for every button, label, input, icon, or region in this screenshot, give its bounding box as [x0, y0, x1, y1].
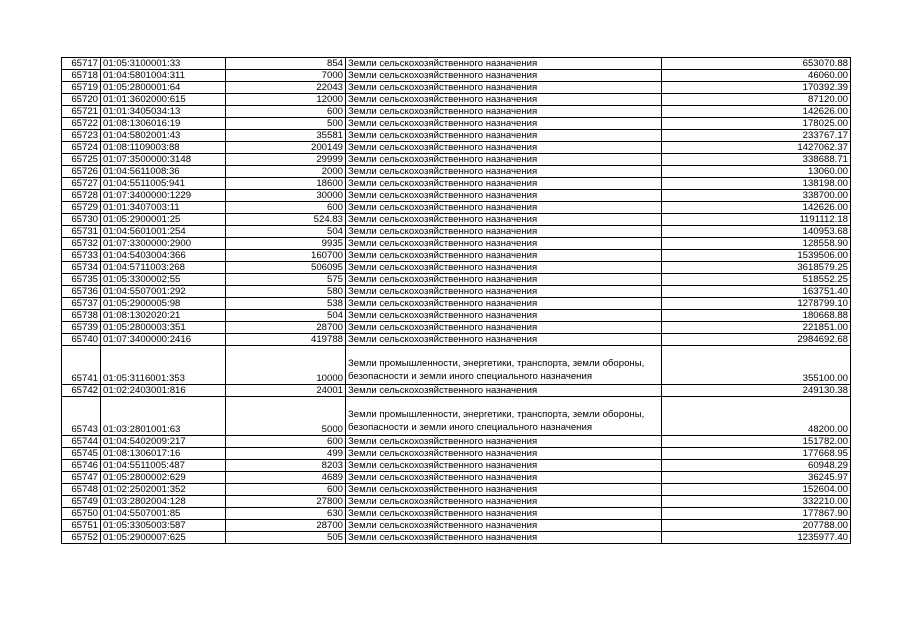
- table-row: [62, 472, 851, 484]
- cadastral-value-cell: 518552.25: [662, 274, 851, 286]
- cadastral-value-cell: 60948.29: [662, 460, 851, 472]
- row-number-cell: 65744: [62, 436, 101, 448]
- cadastral-value-cell: 355100.00: [662, 346, 851, 385]
- cadastral-number-cell: 01:05:2900001:25: [101, 214, 226, 226]
- cadastral-value-cell: 87120.00: [662, 94, 851, 106]
- area-cell: 854: [226, 58, 346, 70]
- table-row: [62, 238, 851, 250]
- area-cell: 10000: [226, 346, 346, 385]
- cadastral-value-cell: 151782.00: [662, 436, 851, 448]
- land-category-cell: Земли сельскохозяйственного назначения: [346, 448, 662, 460]
- area-cell: 600: [226, 202, 346, 214]
- table-row: [62, 130, 851, 142]
- land-category-cell: Земли сельскохозяйственного назначения: [346, 334, 662, 346]
- land-category-cell: Земли сельскохозяйственного назначения: [346, 274, 662, 286]
- table-row: [62, 346, 851, 385]
- cadastral-number-cell: 01:03:2801001:63: [101, 397, 226, 436]
- cadastral-number-cell: 01:07:3400000:1229: [101, 190, 226, 202]
- row-number-cell: 65721: [62, 106, 101, 118]
- land-category-cell: Земли сельскохозяйственного назначения: [346, 460, 662, 472]
- area-cell: 8203: [226, 460, 346, 472]
- land-category-cell: Земли сельскохозяйственного назначения: [346, 322, 662, 334]
- cadastral-value-cell: 1278799.10: [662, 298, 851, 310]
- area-cell: 600: [226, 106, 346, 118]
- row-number-cell: 65731: [62, 226, 101, 238]
- table-row: [62, 496, 851, 508]
- area-cell: 580: [226, 286, 346, 298]
- area-cell: 28700: [226, 322, 346, 334]
- area-cell: 600: [226, 484, 346, 496]
- row-number-cell: 65729: [62, 202, 101, 214]
- table-row: [62, 154, 851, 166]
- land-category-cell: Земли сельскохозяйственного назначения: [346, 166, 662, 178]
- area-cell: 30000: [226, 190, 346, 202]
- row-number-cell: 65730: [62, 214, 101, 226]
- area-cell: 24001: [226, 385, 346, 397]
- cadastral-number-cell: 01:08:1306017:16: [101, 448, 226, 460]
- cadastral-number-cell: 01:05:3116001:353: [101, 346, 226, 385]
- area-cell: 504: [226, 310, 346, 322]
- area-cell: 506095: [226, 262, 346, 274]
- table-row: [62, 250, 851, 262]
- land-category-cell: Земли сельскохозяйственного назначения: [346, 262, 662, 274]
- cadastral-number-cell: 01:05:2900007:625: [101, 532, 226, 544]
- table-row: [62, 532, 851, 544]
- area-cell: 4689: [226, 472, 346, 484]
- area-cell: 27800: [226, 496, 346, 508]
- area-cell: 2000: [226, 166, 346, 178]
- table-row: [62, 106, 851, 118]
- cadastral-value-cell: 152604.00: [662, 484, 851, 496]
- cadastral-number-cell: 01:05:2800002:629: [101, 472, 226, 484]
- cadastral-value-cell: 233767.17: [662, 130, 851, 142]
- area-cell: 9935: [226, 238, 346, 250]
- table-row: [62, 298, 851, 310]
- table-row: [62, 520, 851, 532]
- land-category-cell: Земли сельскохозяйственного назначения: [346, 508, 662, 520]
- area-cell: 419788: [226, 334, 346, 346]
- cadastral-value-cell: 207788.00: [662, 520, 851, 532]
- cadastral-number-cell: 01:04:5802001:43: [101, 130, 226, 142]
- cadastral-value-cell: 48200.00: [662, 397, 851, 436]
- area-cell: 524.83: [226, 214, 346, 226]
- row-number-cell: 65723: [62, 130, 101, 142]
- row-number-cell: 65743: [62, 397, 101, 436]
- table-row: [62, 166, 851, 178]
- table-row: [62, 118, 851, 130]
- land-category-cell: Земли сельскохозяйственного назначения: [346, 472, 662, 484]
- cadastral-number-cell: 01:08:1302020:21: [101, 310, 226, 322]
- cadastral-value-cell: 170392.39: [662, 82, 851, 94]
- land-category-cell: Земли сельскохозяйственного назначения: [346, 214, 662, 226]
- area-cell: 600: [226, 436, 346, 448]
- land-category-cell: Земли сельскохозяйственного назначения: [346, 70, 662, 82]
- row-number-cell: 65738: [62, 310, 101, 322]
- land-category-cell: Земли сельскохозяйственного назначения: [346, 298, 662, 310]
- row-number-cell: 65751: [62, 520, 101, 532]
- row-number-cell: 65734: [62, 262, 101, 274]
- cadastral-value-cell: 332210.00: [662, 496, 851, 508]
- row-number-cell: 65749: [62, 496, 101, 508]
- land-category-cell: Земли сельскохозяйственного назначения: [346, 496, 662, 508]
- area-cell: 200149: [226, 142, 346, 154]
- cadastral-value-cell: 2984692.68: [662, 334, 851, 346]
- cadastral-value-cell: 128558.90: [662, 238, 851, 250]
- row-number-cell: 65719: [62, 82, 101, 94]
- row-number-cell: 65752: [62, 532, 101, 544]
- area-cell: 7000: [226, 70, 346, 82]
- cadastral-value-cell: 338688.71: [662, 154, 851, 166]
- cadastral-number-cell: 01:04:5711003:268: [101, 262, 226, 274]
- cadastral-value-cell: 36245.97: [662, 472, 851, 484]
- area-cell: 499: [226, 448, 346, 460]
- cadastral-number-cell: 01:01:3407003:11: [101, 202, 226, 214]
- cadastral-number-cell: 01:05:2800001:64: [101, 82, 226, 94]
- land-category-cell: Земли сельскохозяйственного назначения: [346, 310, 662, 322]
- cadastral-value-cell: 142626.00: [662, 202, 851, 214]
- land-category-cell: Земли сельскохозяйственного назначения: [346, 94, 662, 106]
- land-category-cell: Земли сельскохозяйственного назначения: [346, 82, 662, 94]
- cadastral-value-cell: 13060.00: [662, 166, 851, 178]
- row-number-cell: 65728: [62, 190, 101, 202]
- table-row: [62, 226, 851, 238]
- area-cell: 22043: [226, 82, 346, 94]
- land-category-cell: Земли сельскохозяйственного назначения: [346, 142, 662, 154]
- cadastral-number-cell: 01:05:2900005:98: [101, 298, 226, 310]
- cadastral-number-cell: 01:05:3300002:55: [101, 274, 226, 286]
- table-row: [62, 286, 851, 298]
- land-category-cell: Земли сельскохозяйственного назначения: [346, 202, 662, 214]
- cadastral-value-cell: 1427062.37: [662, 142, 851, 154]
- row-number-cell: 65737: [62, 298, 101, 310]
- row-number-cell: 65722: [62, 118, 101, 130]
- cadastral-number-cell: 01:08:1109003:88: [101, 142, 226, 154]
- cadastral-number-cell: 01:04:5507001:85: [101, 508, 226, 520]
- cadastral-number-cell: 01:01:3602000:615: [101, 94, 226, 106]
- cadastral-number-cell: 01:04:5801004:311: [101, 70, 226, 82]
- cadastral-value-cell: 178025.00: [662, 118, 851, 130]
- cadastral-value-cell: 180668.88: [662, 310, 851, 322]
- land-category-cell: Земли сельскохозяйственного назначения: [346, 436, 662, 448]
- cadastral-value-cell: 1235977.40: [662, 532, 851, 544]
- land-parcels-table: [61, 57, 851, 544]
- land-category-cell: Земли сельскохозяйственного назначения: [346, 190, 662, 202]
- area-cell: 12000: [226, 94, 346, 106]
- land-category-cell: Земли сельскохозяйственного назначения: [346, 385, 662, 397]
- area-cell: 29999: [226, 154, 346, 166]
- cadastral-value-cell: 177867.90: [662, 508, 851, 520]
- area-cell: 538: [226, 298, 346, 310]
- land-category-cell: Земли сельскохозяйственного назначения: [346, 532, 662, 544]
- table-row: [62, 322, 851, 334]
- land-category-cell: Земли сельскохозяйственного назначения: [346, 154, 662, 166]
- cadastral-value-cell: 140953.68: [662, 226, 851, 238]
- land-category-cell: Земли сельскохозяйственного назначения: [346, 130, 662, 142]
- area-cell: 5000: [226, 397, 346, 436]
- cadastral-value-cell: 249130.38: [662, 385, 851, 397]
- land-category-cell: Земли сельскохозяйственного назначения: [346, 226, 662, 238]
- table-row: [62, 190, 851, 202]
- cadastral-value-cell: 163751.40: [662, 286, 851, 298]
- land-category-cell: Земли сельскохозяйственного назначения: [346, 520, 662, 532]
- row-number-cell: 65740: [62, 334, 101, 346]
- cadastral-value-cell: 3618579.25: [662, 262, 851, 274]
- area-cell: 35581: [226, 130, 346, 142]
- row-number-cell: 65741: [62, 346, 101, 385]
- table-row: [62, 262, 851, 274]
- cadastral-number-cell: 01:04:5403004:366: [101, 250, 226, 262]
- row-number-cell: 65735: [62, 274, 101, 286]
- area-cell: 504: [226, 226, 346, 238]
- cadastral-number-cell: 01:07:3500000:3148: [101, 154, 226, 166]
- cadastral-number-cell: 01:04:5611008:36: [101, 166, 226, 178]
- row-number-cell: 65746: [62, 460, 101, 472]
- land-category-cell: Земли сельскохозяйственного назначения: [346, 484, 662, 496]
- table-row: [62, 94, 851, 106]
- cadastral-value-cell: 221851.00: [662, 322, 851, 334]
- area-cell: 160700: [226, 250, 346, 262]
- table-row: [62, 178, 851, 190]
- cadastral-number-cell: 01:07:3400000:2416: [101, 334, 226, 346]
- land-category-cell: Земли сельскохозяйственного назначения: [346, 106, 662, 118]
- cadastral-value-cell: 653070.88: [662, 58, 851, 70]
- land-category-cell: Земли промышленности, энергетики, транспорта, земли обороны, безопасности и земли иного специального назначения: [346, 397, 662, 436]
- cadastral-number-cell: 01:01:3405034:13: [101, 106, 226, 118]
- cadastral-number-cell: 01:04:5402009:217: [101, 436, 226, 448]
- table-row: [62, 142, 851, 154]
- row-number-cell: 65727: [62, 178, 101, 190]
- land-category-cell: Земли сельскохозяйственного назначения: [346, 250, 662, 262]
- cadastral-value-cell: 1539506.00: [662, 250, 851, 262]
- row-number-cell: 65717: [62, 58, 101, 70]
- row-number-cell: 65736: [62, 286, 101, 298]
- cadastral-number-cell: 01:05:3305003:587: [101, 520, 226, 532]
- cadastral-number-cell: 01:04:5507001:292: [101, 286, 226, 298]
- row-number-cell: 65726: [62, 166, 101, 178]
- area-cell: 630: [226, 508, 346, 520]
- table-body: [62, 58, 851, 544]
- cadastral-number-cell: 01:07:3300000:2900: [101, 238, 226, 250]
- table-row: [62, 214, 851, 226]
- table-row: [62, 202, 851, 214]
- table-row: [62, 82, 851, 94]
- land-category-cell: Земли сельскохозяйственного назначения: [346, 58, 662, 70]
- cadastral-number-cell: 01:04:5511005:941: [101, 178, 226, 190]
- cadastral-value-cell: 338700.00: [662, 190, 851, 202]
- row-number-cell: 65733: [62, 250, 101, 262]
- row-number-cell: 65745: [62, 448, 101, 460]
- table-row: [62, 58, 851, 70]
- row-number-cell: 65747: [62, 472, 101, 484]
- row-number-cell: 65750: [62, 508, 101, 520]
- land-category-cell: Земли сельскохозяйственного назначения: [346, 178, 662, 190]
- row-number-cell: 65718: [62, 70, 101, 82]
- table-row: [62, 310, 851, 322]
- row-number-cell: 65748: [62, 484, 101, 496]
- cadastral-number-cell: 01:02:2502001:352: [101, 484, 226, 496]
- row-number-cell: 65742: [62, 385, 101, 397]
- land-category-cell: Земли сельскохозяйственного назначения: [346, 238, 662, 250]
- cadastral-number-cell: 01:05:3100001:33: [101, 58, 226, 70]
- table-row: [62, 334, 851, 346]
- area-cell: 575: [226, 274, 346, 286]
- table-row: [62, 508, 851, 520]
- cadastral-number-cell: 01:04:5601001:254: [101, 226, 226, 238]
- cadastral-number-cell: 01:03:2802004:128: [101, 496, 226, 508]
- table-row: [62, 70, 851, 82]
- row-number-cell: 65720: [62, 94, 101, 106]
- cadastral-value-cell: 138198.00: [662, 178, 851, 190]
- cadastral-number-cell: 01:05:2800003:351: [101, 322, 226, 334]
- cadastral-value-cell: 142626.00: [662, 106, 851, 118]
- area-cell: 505: [226, 532, 346, 544]
- table-row: [62, 274, 851, 286]
- land-category-cell: Земли сельскохозяйственного назначения: [346, 286, 662, 298]
- row-number-cell: 65739: [62, 322, 101, 334]
- area-cell: 28700: [226, 520, 346, 532]
- row-number-cell: 65725: [62, 154, 101, 166]
- cadastral-number-cell: 01:02:2403001:816: [101, 385, 226, 397]
- area-cell: 500: [226, 118, 346, 130]
- table-row: [62, 448, 851, 460]
- cadastral-value-cell: 177668.95: [662, 448, 851, 460]
- land-category-cell: Земли промышленности, энергетики, транспорта, земли обороны, безопасности и земли иного специального назначения: [346, 346, 662, 385]
- table-row: [62, 385, 851, 397]
- row-number-cell: 65732: [62, 238, 101, 250]
- cadastral-number-cell: 01:08:1306016:19: [101, 118, 226, 130]
- table-row: [62, 436, 851, 448]
- land-category-cell: Земли сельскохозяйственного назначения: [346, 118, 662, 130]
- table-row: [62, 460, 851, 472]
- cadastral-value-cell: 1191112.18: [662, 214, 851, 226]
- cadastral-number-cell: 01:04:5511005:487: [101, 460, 226, 472]
- table-row: [62, 397, 851, 436]
- area-cell: 18600: [226, 178, 346, 190]
- row-number-cell: 65724: [62, 142, 101, 154]
- table-row: [62, 484, 851, 496]
- cadastral-value-cell: 46060.00: [662, 70, 851, 82]
